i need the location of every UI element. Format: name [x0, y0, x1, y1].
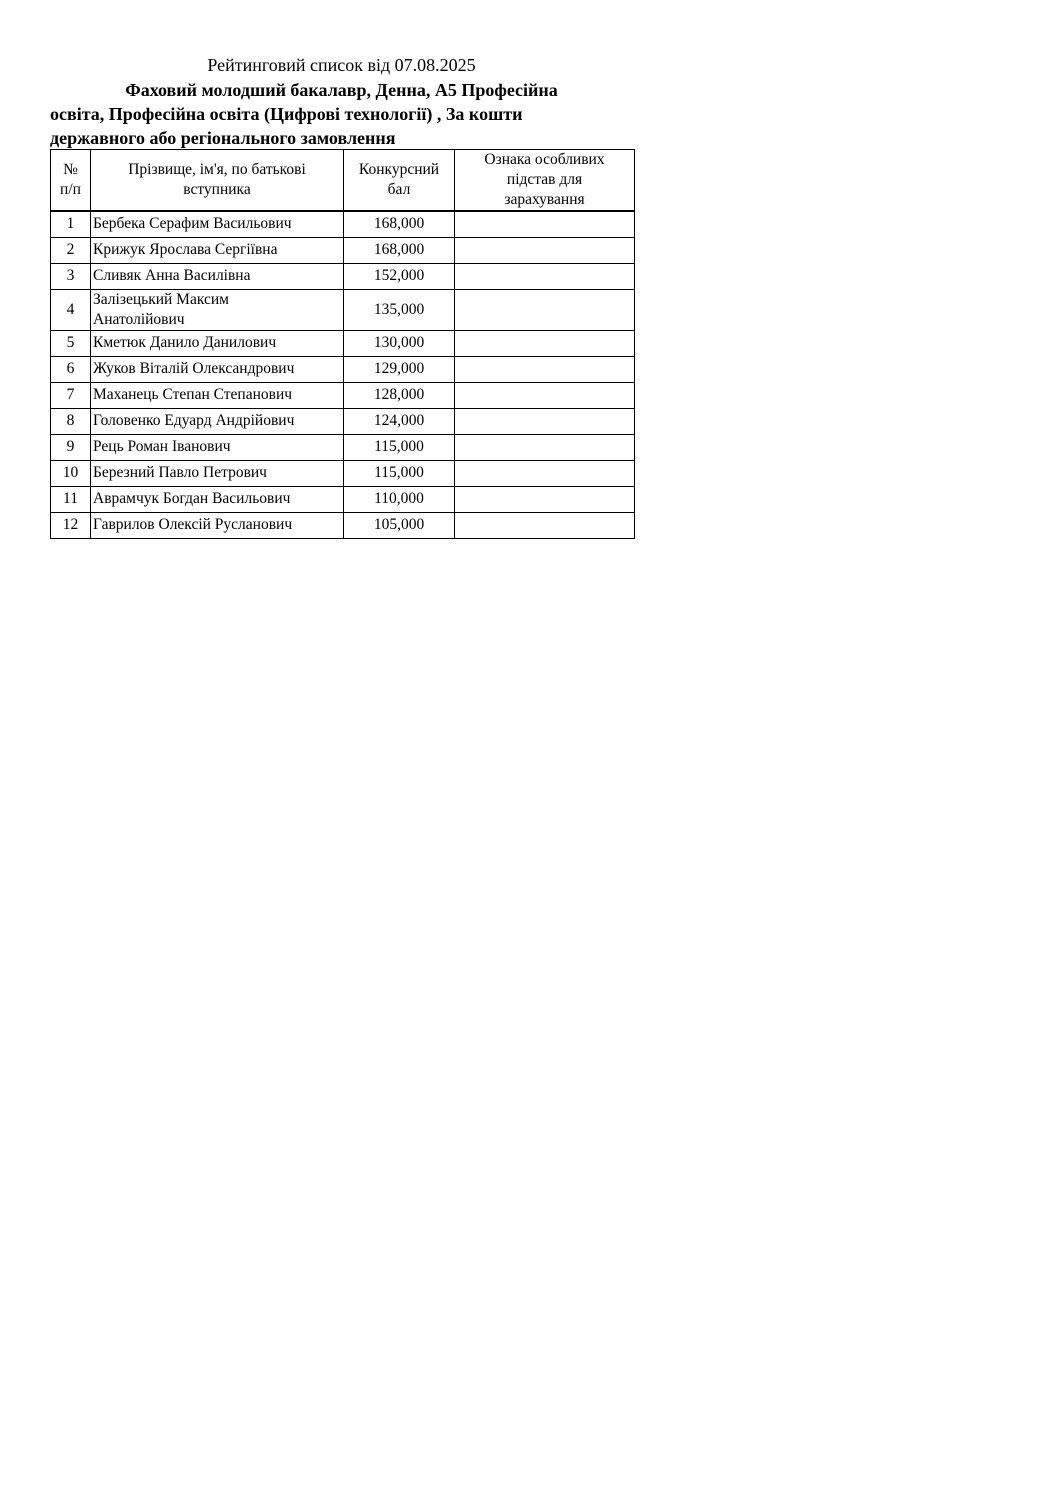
header-score-line: Конкурсний: [358, 161, 440, 178]
header-score: [344, 150, 455, 212]
table-row: [51, 211, 635, 237]
competitive-score: 130,000: [344, 330, 455, 356]
header-mark-line: підстав для: [506, 171, 583, 188]
subtitle-line: освіта, Професійна освіта (Цифрові технології) , За кошти: [50, 104, 523, 124]
rating-table: [50, 149, 635, 539]
document-title: Рейтинговий список від 07.08.2025: [207, 55, 476, 75]
special-grounds-mark: [455, 434, 635, 460]
subtitle-line: Фаховий молодший бакалавр, Денна, А5 Професійна: [125, 80, 558, 100]
document-subtitle: [50, 78, 633, 150]
table-row: [51, 330, 635, 356]
header-name-line: Прізвище, ім'я, по батькові: [128, 161, 306, 178]
subtitle-line: державного або регіонального замовлення: [50, 128, 396, 148]
applicant-name: Жуков Віталій Олександрович: [91, 356, 344, 382]
applicant-name: Березний Павло Петрович: [91, 460, 344, 486]
competitive-score: 135,000: [344, 289, 455, 330]
table-row: [51, 382, 635, 408]
row-number: 9: [51, 434, 91, 460]
competitive-score: 115,000: [344, 460, 455, 486]
row-number: 7: [51, 382, 91, 408]
competitive-score: 152,000: [344, 263, 455, 289]
special-grounds-mark: [455, 460, 635, 486]
table-header-row: [51, 150, 635, 212]
applicant-name: Головенко Едуард Андрійович: [91, 408, 344, 434]
applicant-name: Рець Роман Іванович: [91, 434, 344, 460]
competitive-score: 115,000: [344, 434, 455, 460]
applicant-name: Маханець Степан Степанович: [91, 382, 344, 408]
applicant-name-line: Анатолійович: [93, 310, 185, 328]
applicant-name: [91, 289, 344, 330]
special-grounds-mark: [455, 289, 635, 330]
table-row: [51, 289, 635, 330]
special-grounds-mark: [455, 486, 635, 512]
header-mark: [455, 150, 635, 212]
row-number: 11: [51, 486, 91, 512]
special-grounds-mark: [455, 408, 635, 434]
competitive-score: 168,000: [344, 237, 455, 263]
header-num: [51, 150, 91, 212]
table-row: [51, 460, 635, 486]
table-row: [51, 486, 635, 512]
special-grounds-mark: [455, 382, 635, 408]
applicant-name: Сливяк Анна Василівна: [91, 263, 344, 289]
row-number: 2: [51, 237, 91, 263]
row-number: 10: [51, 460, 91, 486]
header-mark-line: Ознака особливих: [484, 151, 605, 168]
header-name: [91, 150, 344, 212]
competitive-score: 110,000: [344, 486, 455, 512]
table-row: [51, 356, 635, 382]
table-row: [51, 237, 635, 263]
competitive-score: 128,000: [344, 382, 455, 408]
competitive-score: 129,000: [344, 356, 455, 382]
special-grounds-mark: [455, 237, 635, 263]
competitive-score: 105,000: [344, 512, 455, 538]
row-number: 3: [51, 263, 91, 289]
applicant-name: Гаврилов Олексій Русланович: [91, 512, 344, 538]
special-grounds-mark: [455, 263, 635, 289]
applicant-name: Крижук Ярослава Сергіївна: [91, 237, 344, 263]
applicant-name: Бербека Серафим Васильович: [91, 211, 344, 237]
special-grounds-mark: [455, 211, 635, 237]
row-number: 4: [51, 289, 91, 330]
row-number: 12: [51, 512, 91, 538]
header-score-line: бал: [387, 181, 411, 198]
table-row: [51, 434, 635, 460]
competitive-score: 168,000: [344, 211, 455, 237]
special-grounds-mark: [455, 356, 635, 382]
header-num-line: п/п: [60, 181, 81, 198]
table-row: [51, 512, 635, 538]
table-row: [51, 263, 635, 289]
row-number: 5: [51, 330, 91, 356]
special-grounds-mark: [455, 330, 635, 356]
header-num-line: №: [63, 161, 78, 178]
header-name-line: вступника: [183, 181, 251, 198]
competitive-score: 124,000: [344, 408, 455, 434]
applicant-name: Аврамчук Богдан Васильович: [91, 486, 344, 512]
applicant-name-line: Залізецький Максим: [93, 290, 229, 308]
applicant-name: Кметюк Данило Данилович: [91, 330, 344, 356]
row-number: 8: [51, 408, 91, 434]
header-mark-line: зарахування: [504, 191, 585, 208]
row-number: 6: [51, 356, 91, 382]
table-row: [51, 408, 635, 434]
row-number: 1: [51, 211, 91, 237]
special-grounds-mark: [455, 512, 635, 538]
